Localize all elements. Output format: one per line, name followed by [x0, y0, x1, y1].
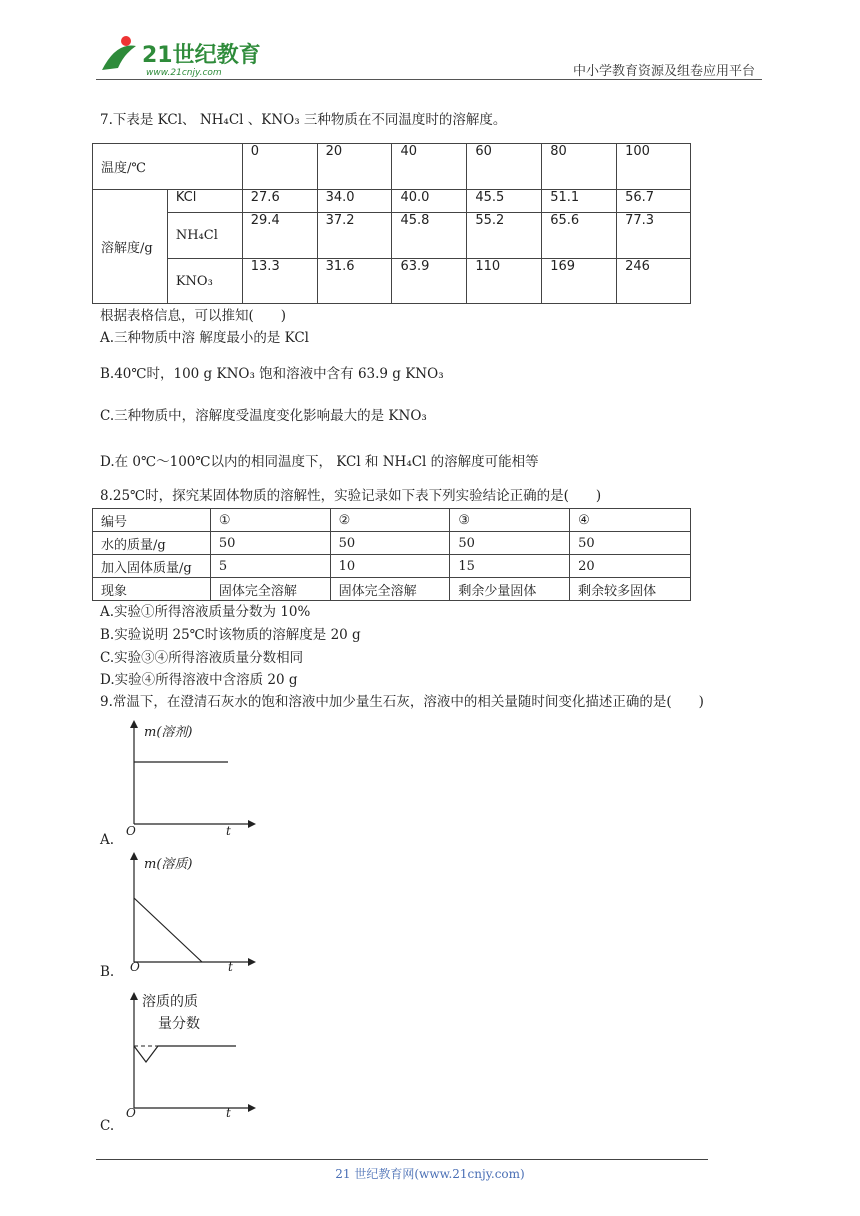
table-cell: ① — [210, 509, 330, 532]
sol-cell: 45.8 — [392, 213, 467, 259]
sol-cell: 31.6 — [317, 259, 392, 304]
q7-solubility-table — [92, 143, 691, 304]
sol-cell: 65.6 — [542, 213, 617, 259]
q8-option-c: C.实验③④所得溶液质量分数相同 — [100, 650, 304, 666]
q7-prompt: 根据表格信息，可以推知( ) — [100, 308, 287, 324]
substance-name: KNO₃ — [167, 259, 242, 304]
table-cell: 编号 — [93, 509, 211, 532]
table-cell: ③ — [450, 509, 570, 532]
graph-c-ylabel-2: 量分数 — [158, 1016, 200, 1032]
table-cell: 水的质量/g — [93, 532, 211, 555]
temp-cell: 60 — [467, 144, 542, 190]
q9-option-b-label: B. — [100, 964, 115, 980]
table-cell: 20 — [570, 555, 691, 578]
table-cell: 5 — [210, 555, 330, 578]
sol-cell: 110 — [467, 259, 542, 304]
sol-cell: 13.3 — [242, 259, 317, 304]
sol-cell: 27.6 — [242, 190, 317, 213]
sol-cell: 45.5 — [467, 190, 542, 213]
table-cell: 10 — [330, 555, 450, 578]
q7-option-c: C.三种物质中，溶解度受温度变化影响最大的是 KNO₃ — [100, 408, 427, 424]
temp-label: 温度/℃ — [93, 144, 243, 190]
graph-b-origin: O — [130, 960, 140, 972]
sol-cell: 63.9 — [392, 259, 467, 304]
table-cell: 50 — [210, 532, 330, 555]
graph-b-xlabel: t — [228, 960, 233, 972]
table-cell: ② — [330, 509, 450, 532]
table-cell: 50 — [570, 532, 691, 555]
substance-name: KCl — [167, 190, 242, 213]
q8-stem: 8.25℃时，探究某固体物质的溶解性，实验记录如下表下列实验结论正确的是( ) — [100, 488, 602, 504]
platform-name: 中小学教育资源及组卷应用平台 — [572, 64, 755, 79]
sol-cell: 246 — [617, 259, 691, 304]
q8-option-d: D.实验④所得溶液中含溶质 20 g — [100, 672, 298, 688]
graph-b-ylabel: m(溶质) — [144, 857, 193, 872]
site-logo — [96, 32, 266, 80]
q9-graph-a — [118, 718, 258, 836]
graph-c-origin: O — [126, 1106, 136, 1118]
sol-cell: 169 — [542, 259, 617, 304]
sol-cell: 34.0 — [317, 190, 392, 213]
sol-cell: 40.0 — [392, 190, 467, 213]
table-cell: 固体完全溶解 — [330, 578, 450, 601]
sol-cell: 51.1 — [542, 190, 617, 213]
graph-a-origin: O — [126, 824, 136, 836]
temp-cell: 40 — [392, 144, 467, 190]
q9-stem: 9.常温下，在澄清石灰水的饱和溶液中加少量生石灰，溶液中的相关量随时间变化描述正确的是( ) — [100, 694, 704, 710]
q7-stem — [100, 110, 506, 130]
table-cell: ④ — [570, 509, 691, 532]
sol-cell: 29.4 — [242, 213, 317, 259]
graph-c-xlabel: t — [226, 1106, 231, 1118]
q8-experiment-table — [92, 508, 691, 601]
temp-cell: 0 — [242, 144, 317, 190]
sol-cell: 77.3 — [617, 213, 691, 259]
q7-option-d: D.在 0℃～100℃以内的相同温度下， KCl 和 NH₄Cl 的溶解度可能相等 — [100, 454, 539, 470]
substance-name: NH₄Cl — [167, 213, 242, 259]
q9-option-c-label: C. — [100, 1118, 115, 1134]
q7-option-b: B.40℃时，100 g KNO₃ 饱和溶液中含有 63.9 g KNO₃ — [100, 366, 444, 382]
table-cell: 50 — [330, 532, 450, 555]
q7-option-a: A.三种物质中溶 解度最小的是 KCl — [100, 330, 309, 346]
temp-cell: 20 — [317, 144, 392, 190]
q9-graph-b — [118, 850, 258, 972]
table-cell: 固体完全溶解 — [210, 578, 330, 601]
table-cell: 15 — [450, 555, 570, 578]
temp-cell: 100 — [617, 144, 691, 190]
q9-option-a-label: A. — [100, 832, 115, 848]
graph-a-ylabel: m(溶剂) — [144, 725, 193, 740]
footer-divider — [96, 1159, 708, 1160]
temp-cell: 80 — [542, 144, 617, 190]
graph-a-xlabel: t — [226, 824, 231, 836]
logo-text: 21世纪教育 — [142, 43, 261, 68]
table-cell: 剩余少量固体 — [450, 578, 570, 601]
sol-cell: 55.2 — [467, 213, 542, 259]
header-divider — [96, 79, 762, 80]
table-cell: 加入固体质量/g — [93, 555, 211, 578]
footer-text: 21 世纪教育网(www.21cnjy.com) — [335, 1167, 525, 1181]
sol-cell: 56.7 — [617, 190, 691, 213]
graph-c-ylabel-1: 溶质的质 — [142, 994, 198, 1010]
table-cell: 剩余较多固体 — [570, 578, 691, 601]
table-cell: 现象 — [93, 578, 211, 601]
sol-cell: 37.2 — [317, 213, 392, 259]
q8-option-b: B.实验说明 25℃时该物质的溶解度是 20 g — [100, 627, 361, 643]
solubility-label: 溶解度/g — [93, 190, 168, 304]
q8-option-a: A.实验①所得溶液质量分数为 10% — [100, 604, 311, 620]
table-cell: 50 — [450, 532, 570, 555]
q7-stem-text: 7.下表是 KCl、 NH₄Cl 、KNO₃ 三种物质在不同温度时的溶解度。 — [100, 112, 507, 128]
logo-url: www.21cnjy.com — [146, 68, 222, 78]
q9-graph-c — [118, 990, 258, 1118]
